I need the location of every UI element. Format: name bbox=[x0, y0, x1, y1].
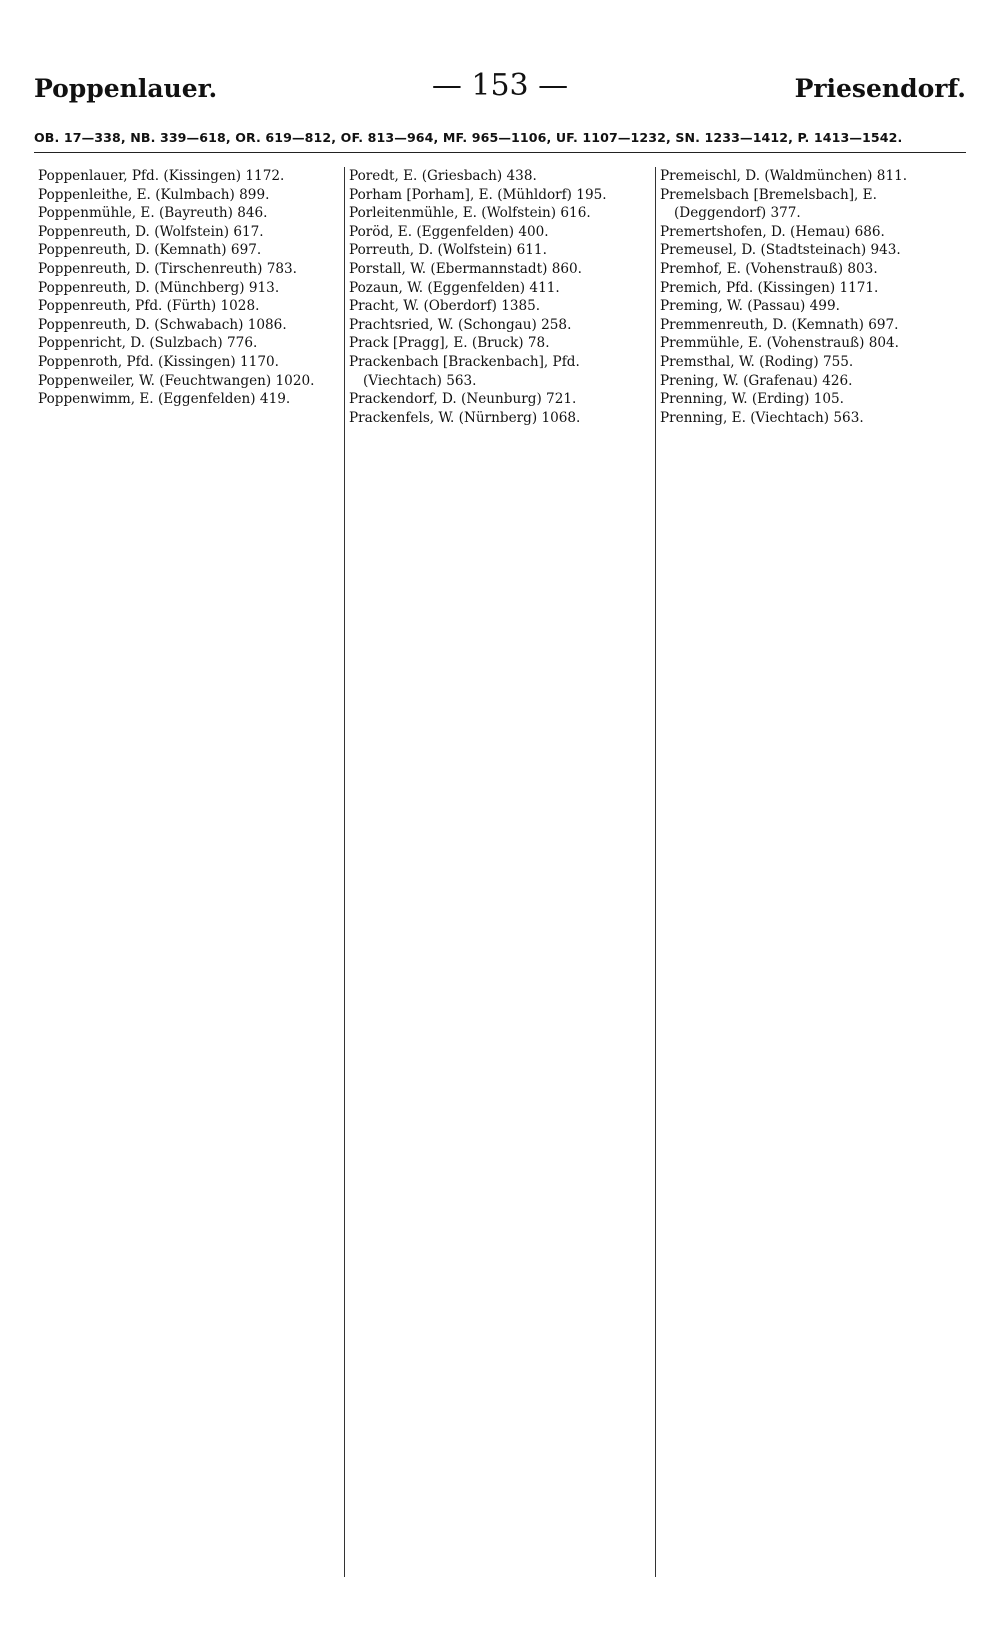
page-header bbox=[34, 68, 966, 112]
gazetteer-entry: Premsthal, W. (Roding) 755. bbox=[660, 353, 854, 370]
gazetteer-entry: Poppenreuth, D. (Wolfstein) 617. bbox=[38, 223, 264, 240]
gazetteer-entry: Pracht, W. (Oberdorf) 1385. bbox=[349, 298, 541, 315]
column-1 bbox=[34, 167, 344, 1577]
gazetteer-entry: Porleitenmühle, E. (Wolfstein) 616. bbox=[349, 205, 591, 222]
gazetteer-entry: Poppenmühle, E. (Bayreuth) 846. bbox=[38, 205, 268, 222]
abbreviation-index-line: OB. 17—338, NB. 339—618, OR. 619—812, OF. 813—964, MF. 965—1106, UF. 1107—1232, SN. 1233—1412, P. 1413—1542. bbox=[34, 130, 966, 153]
gazetteer-entry: Poppenreuth, Pfd. (Fürth) 1028. bbox=[38, 298, 260, 315]
gazetteer-entry: Prack [Pragg], E. (Bruck) 78. bbox=[349, 335, 550, 352]
gazetteer-entry: Poppenricht, D. (Sulzbach) 776. bbox=[38, 335, 258, 352]
gazetteer-entry: Premhof, E. (Vohenstrauß) 803. bbox=[660, 260, 878, 277]
gazetteer-entry: Porreuth, D. (Wolfstein) 611. bbox=[349, 242, 547, 259]
gazetteer-entry: Prenning, W. (Erding) 105. bbox=[660, 391, 845, 408]
gazetteer-entry: Poppenreuth, D. (Kemnath) 697. bbox=[38, 242, 262, 259]
gazetteer-entry: Poppenlauer, Pfd. (Kissingen) 1172. bbox=[38, 168, 285, 184]
gazetteer-entry: Prackenfels, W. (Nürnberg) 1068. bbox=[349, 409, 581, 426]
gazetteer-entry: Porstall, W. (Ebermannstadt) 860. bbox=[349, 260, 582, 277]
gazetteer-entry: Poppenreuth, D. (Tirschenreuth) 783. bbox=[38, 260, 297, 277]
gazetteer-entry: Poppenreuth, D. (Münchberg) 913. bbox=[38, 279, 280, 296]
gazetteer-entry: Poppenleithe, E. (Kulmbach) 899. bbox=[38, 186, 270, 203]
gazetteer-entry: Poppenweiler, W. (Feuchtwangen) 1020. bbox=[38, 372, 315, 389]
gazetteer-entry: Poppenwimm, E. (Eggenfelden) 419. bbox=[38, 391, 291, 408]
gazetteer-entry: Poröd, E. (Eggenfelden) 400. bbox=[349, 223, 549, 240]
gazetteer-entry: Prening, W. (Grafenau) 426. bbox=[660, 372, 853, 389]
gazetteer-entry: Poppenreuth, D. (Schwabach) 1086. bbox=[38, 316, 287, 333]
entry-columns bbox=[34, 167, 966, 1577]
gazetteer-entry: Prackenbach [Brackenbach], Pfd. (Viechtach) 563. bbox=[349, 353, 580, 389]
gazetteer-entry: Premelsbach [Bremelsbach], E. (Deggendorf) 377. bbox=[660, 186, 877, 222]
header-right-keyword: Priesendorf. bbox=[794, 74, 966, 103]
gazetteer-entry: Pozaun, W. (Eggenfelden) 411. bbox=[349, 279, 560, 296]
gazetteer-entry: Poppenroth, Pfd. (Kissingen) 1170. bbox=[38, 353, 279, 370]
gazetteer-entry: Premmühle, E. (Vohenstrauß) 804. bbox=[660, 335, 899, 352]
gazetteer-entry: Prenning, E. (Viechtach) 563. bbox=[660, 409, 864, 426]
header-left-keyword: Poppenlauer. bbox=[34, 74, 218, 103]
gazetteer-entry: Premeusel, D. (Stadtsteinach) 943. bbox=[660, 242, 901, 259]
gazetteer-entry: Preming, W. (Passau) 499. bbox=[660, 298, 840, 315]
gazetteer-entry: Premertshofen, D. (Hemau) 686. bbox=[660, 223, 885, 240]
gazetteer-entry: Prackendorf, D. (Neunburg) 721. bbox=[349, 391, 577, 408]
gazetteer-entry: Porham [Porham], E. (Mühldorf) 195. bbox=[349, 186, 607, 203]
gazetteer-entry: Premich, Pfd. (Kissingen) 1171. bbox=[660, 279, 879, 296]
gazetteer-entry: Premmenreuth, D. (Kemnath) 697. bbox=[660, 316, 899, 333]
column-3 bbox=[655, 167, 966, 1577]
gazetteer-entry: Prachtsried, W. (Schongau) 258. bbox=[349, 316, 572, 333]
column-2 bbox=[344, 167, 655, 1577]
page-number: — 153 — bbox=[431, 68, 569, 103]
gazetteer-entry: Premeischl, D. (Waldmünchen) 811. bbox=[660, 168, 908, 184]
gazetteer-entry: Poredt, E. (Griesbach) 438. bbox=[349, 168, 537, 184]
